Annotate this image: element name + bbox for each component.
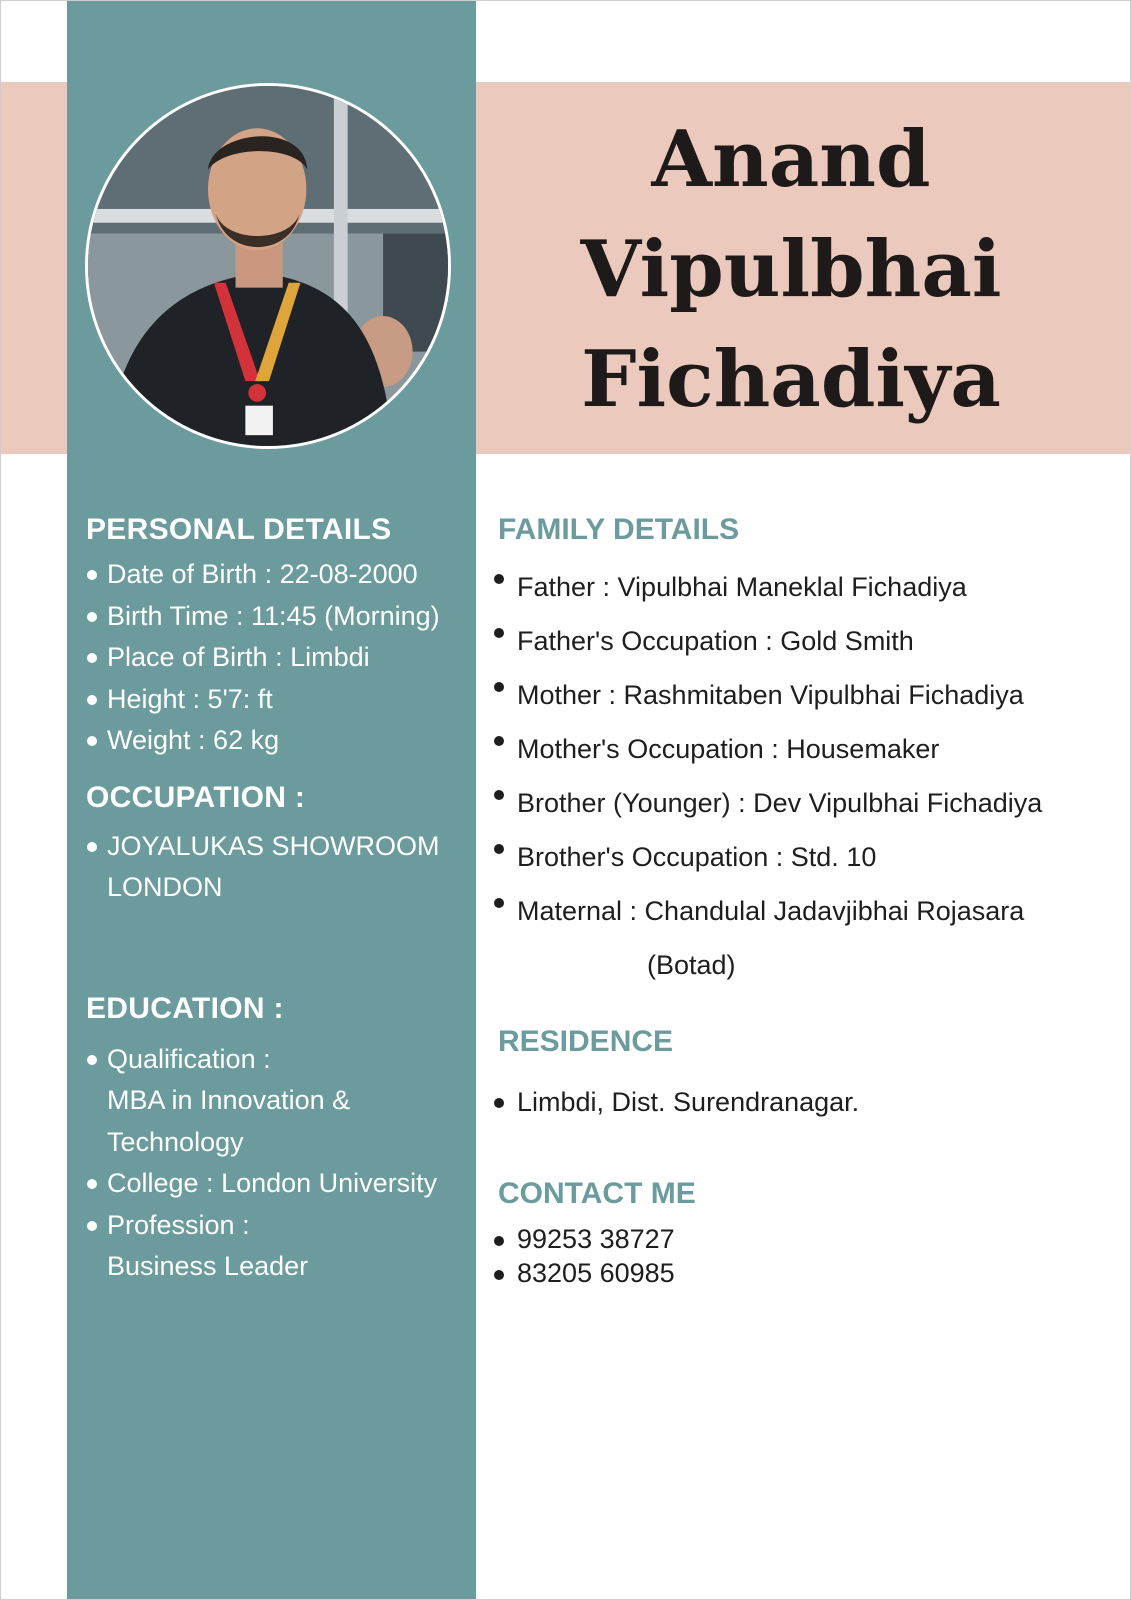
list-item: Mother : Rashmitaben Vipulbhai Fichadiya — [498, 668, 1108, 722]
candidate-name — [476, 105, 1106, 435]
education-heading: EDUCATION : — [86, 991, 284, 1025]
name-first: Anand — [651, 114, 931, 205]
contact-list — [498, 1222, 1108, 1290]
family-details-list — [498, 560, 1108, 992]
occupation-list — [86, 826, 471, 909]
list-item — [86, 1039, 471, 1164]
list-item: Height : 5'7: ft — [86, 679, 471, 721]
list-item: Birth Time : 11:45 (Morning) — [86, 596, 471, 638]
occupation-heading: OCCUPATION : — [86, 780, 306, 814]
person-photo-illustration — [88, 86, 448, 446]
qualification-label: Qualification : — [107, 1043, 271, 1074]
list-item: Father's Occupation : Gold Smith — [498, 614, 1108, 668]
list-item: College : London University — [86, 1163, 471, 1205]
name-middle: Vipulbhai — [580, 224, 1002, 315]
contact-heading: CONTACT ME — [498, 1177, 696, 1210]
list-item: Father : Vipulbhai Maneklal Fichadiya — [498, 560, 1108, 614]
list-item: Date of Birth : 22-08-2000 — [86, 554, 471, 596]
qualification-line-2: Technology — [107, 1126, 244, 1157]
list-item — [86, 826, 471, 909]
occupation-line-2: LONDON — [107, 872, 223, 902]
list-item: Brother's Occupation : Std. 10 — [498, 830, 1108, 884]
list-item: Place of Birth : Limbdi — [86, 637, 471, 679]
personal-details-list — [86, 554, 471, 762]
list-item — [498, 884, 1108, 992]
list-item: Mother's Occupation : Housemaker — [498, 722, 1108, 776]
phone-number: 83205 60985 — [498, 1256, 1108, 1290]
profession-value: Business Leader — [107, 1251, 309, 1281]
personal-details-heading: PERSONAL DETAILS — [86, 513, 392, 546]
left-details — [86, 508, 471, 1288]
residence-list — [498, 1084, 1108, 1120]
maternal-line: Maternal : Chandulal Jadavjibhai Rojasara — [517, 896, 1025, 926]
education-list — [86, 1039, 471, 1288]
name-last: Fichadiya — [581, 334, 1001, 425]
list-item: Weight : 62 kg — [86, 720, 471, 762]
family-details-heading: FAMILY DETAILS — [498, 513, 740, 546]
phone-number: 99253 38727 — [498, 1222, 1108, 1256]
profession-label: Profession : — [107, 1209, 250, 1240]
residence-heading: RESIDENCE — [498, 1025, 674, 1058]
list-item — [86, 1205, 471, 1288]
right-details — [498, 508, 1108, 1290]
profile-photo — [85, 83, 451, 449]
occupation-line-1: JOYALUKAS SHOWROOM — [107, 830, 440, 861]
qualification-line-1: MBA in Innovation & — [107, 1085, 351, 1115]
maternal-continuation: (Botad) — [647, 950, 736, 980]
list-item: Brother (Younger) : Dev Vipulbhai Fichadiya — [498, 776, 1108, 830]
list-item: Limbdi, Dist. Surendranagar. — [498, 1084, 1108, 1120]
